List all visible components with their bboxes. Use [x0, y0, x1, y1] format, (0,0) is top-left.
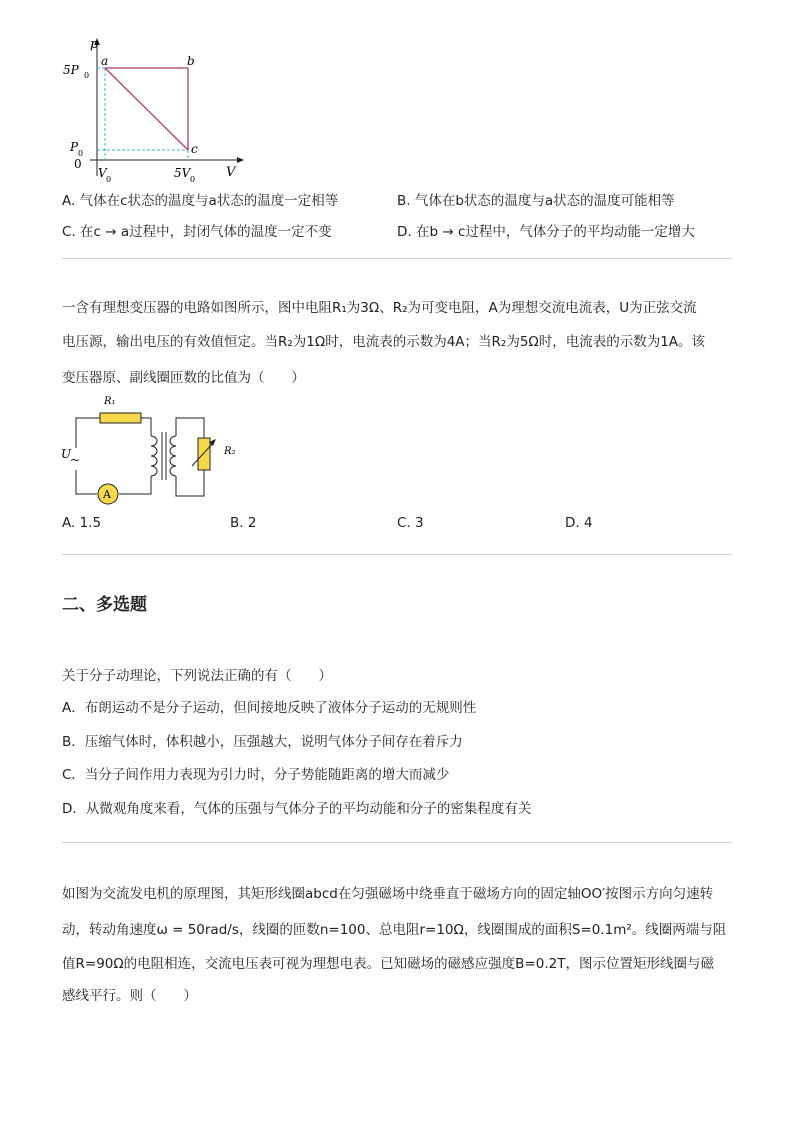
q1-option-c: C. 在c → a过程中，封闭气体的温度一定不变 [62, 224, 332, 240]
divider-1 [62, 258, 732, 259]
primary-wire-bottom-right [119, 476, 151, 494]
primary-wire-bottom [76, 470, 97, 494]
process-ca [105, 68, 188, 150]
origin-label: 0 [74, 157, 82, 171]
label-5p0-sub: 0 [84, 71, 90, 80]
label-5v0: 5V [174, 166, 191, 180]
r2-label: R₂ [224, 446, 236, 457]
label-p0: P [70, 140, 79, 154]
q4-line1: 如图为交流发电机的原理图，其矩形线圈abcd在匀强磁场中绕垂直于磁场方向的固定轴OO′按图示方向匀速转 [62, 886, 714, 902]
label-5p0: 5P [63, 63, 79, 77]
divider-3 [62, 842, 732, 843]
q3-stem: 关于分子动理论，下列说法正确的有（ ） [62, 668, 332, 684]
q1-option-b: B. 气体在b状态的温度与a状态的温度可能相等 [397, 193, 675, 209]
point-a-label: a [101, 54, 109, 68]
q2-stem-line2: 电压源，输出电压的有效值恒定。当R₂为1Ω时，电流表的示数为4A；当R₂为5Ω时，电流表的示数为1A。该 [62, 334, 706, 350]
section-heading: 二、多选题 [62, 595, 147, 615]
q2-stem-line3: 变压器原、副线圈匝数的比值为（ ） [62, 370, 305, 386]
q4-line3: 值R=90Ω的电阻相连，交流电压表可视为理想电表。已知磁场的磁感应强度B=0.2T，图示位置矩形线圈与磁 [62, 956, 714, 972]
point-b-label: b [187, 54, 195, 68]
transformer-circuit [58, 392, 248, 510]
label-v0: V [98, 166, 107, 180]
label-p0-sub: 0 [78, 149, 84, 158]
q4-line4: 感线平行。则（ ） [62, 988, 197, 1004]
q4-line2: 动，转动角速度ω = 50rad/s，线圈的匝数n=100、总电阻r=10Ω，线圈围成的面积S=0.1m²。线圈两端与阻 [62, 922, 727, 938]
r1-label: R₁ [104, 396, 116, 407]
primary-coil [151, 436, 157, 476]
primary-wire-left [76, 418, 100, 448]
q2-stem-line1: 一含有理想变压器的电路如图所示，图中电阻R₁为3Ω、R₂为可变电阻，A为理想交流电流表，U为正弦交流 [62, 300, 697, 316]
ammeter-label: A [103, 488, 111, 501]
q3-option-a: A．布朗运动不是分子运动，但间接地反映了液体分子运动的无规则性 [62, 700, 477, 716]
axis-p-label: p [90, 37, 99, 52]
pv-graph [60, 30, 260, 185]
r1-resistor [100, 413, 141, 423]
secondary-wire-bottom [176, 470, 204, 496]
label-v0-sub: 0 [106, 175, 112, 184]
point-c-label: c [191, 142, 198, 156]
q2-option-c: C. 3 [397, 515, 424, 531]
r2-resistor [198, 438, 210, 470]
q2-option-a: A. 1.5 [62, 515, 102, 531]
q1-option-a: A. 气体在c状态的温度与a状态的温度一定相等 [62, 193, 339, 209]
axis-v-label: V [226, 165, 236, 180]
q3-option-d: D．从微观角度来看，气体的压强与气体分子的平均动能和分子的密集程度有关 [62, 801, 532, 817]
q2-option-b: B. 2 [230, 515, 257, 531]
q2-option-d: D. 4 [565, 515, 593, 531]
x-axis-arrow [237, 157, 244, 163]
ac-symbol: ~ [70, 453, 81, 467]
label-5v0-sub: 0 [190, 175, 196, 184]
q3-option-c: C．当分子间作用力表现为引力时，分子势能随距离的增大而减少 [62, 767, 450, 783]
secondary-wire [176, 418, 204, 438]
divider-2 [62, 554, 732, 555]
secondary-coil [170, 436, 176, 476]
q1-option-d: D. 在b → c过程中，气体分子的平均动能一定增大 [397, 224, 695, 240]
q3-option-b: B．压缩气体时，体积越小，压强越大，说明气体分子间存在着斥力 [62, 734, 463, 750]
primary-wire [141, 418, 151, 436]
u-label: U [61, 447, 72, 461]
